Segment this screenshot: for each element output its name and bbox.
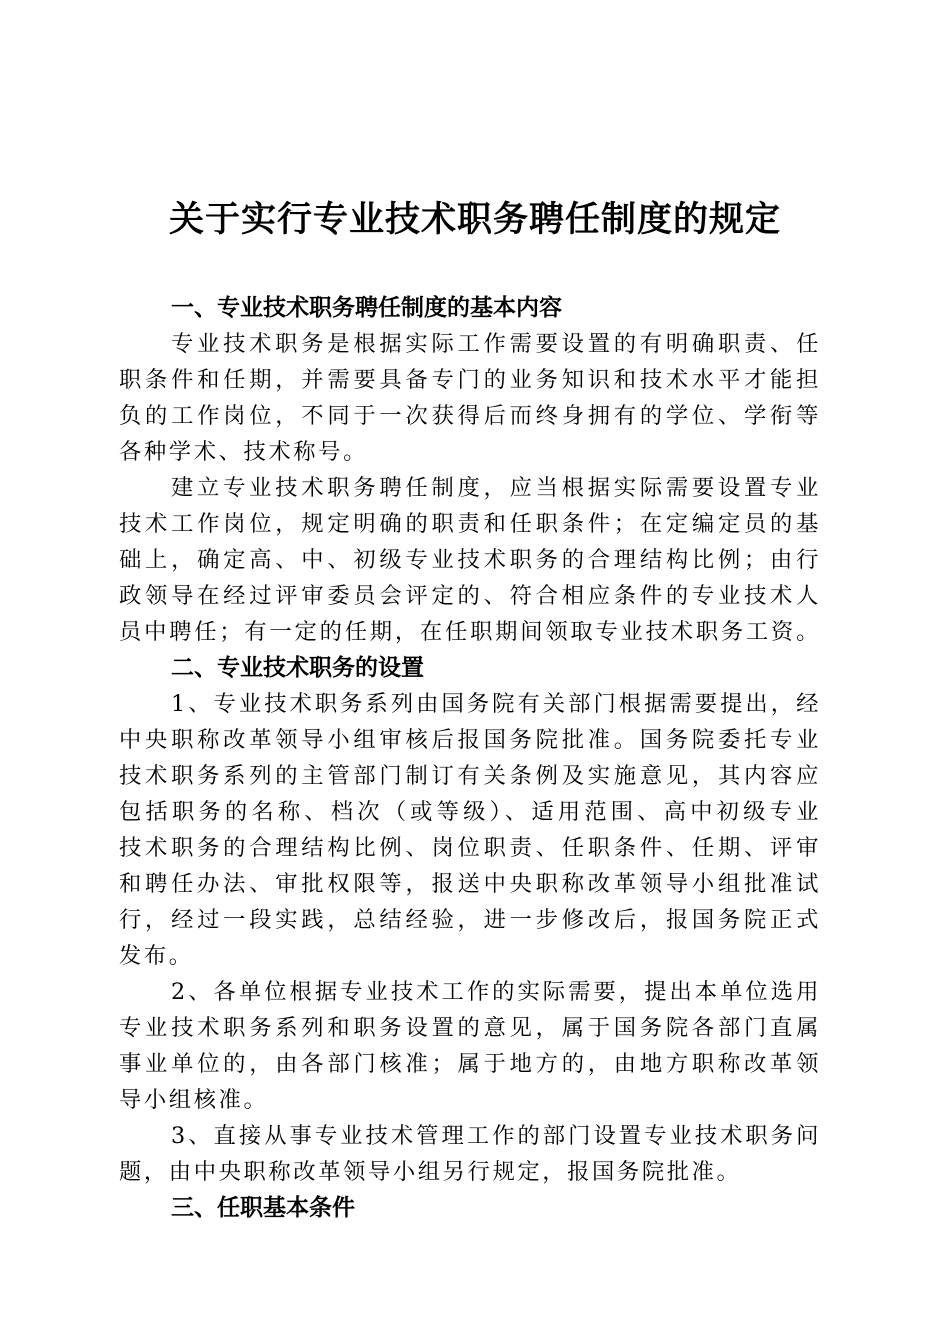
text-line: 1、专业技术职务系列由国务院有关部门根据需要提出，经 xyxy=(171,691,821,717)
text-line: 政领导在经过评审委员会评定的、符合相应条件的专业技术人 xyxy=(119,583,821,609)
text-line: 技术职务的合理结构比例、岗位职责、任职条件、任期、评审 xyxy=(119,835,821,861)
text-line: 职条件和任期，并需要具备专门的业务知识和技术水平才能担 xyxy=(119,367,821,393)
text-line: 2、各单位根据专业技术工作的实际需要，提出本单位选用 xyxy=(171,979,821,1005)
text-line: 技术工作岗位，规定明确的职责和任职条件；在定编定员的基 xyxy=(119,511,821,537)
text-line: 事业单位的，由各部门核准；属于地方的，由地方职称改革领 xyxy=(119,1051,821,1077)
text-line: 题，由中央职称改革领导小组另行规定，报国务院批准。 xyxy=(119,1159,742,1185)
document-title: 关于实行专业技术职务聘任制度的规定 xyxy=(168,199,781,240)
document-body xyxy=(119,290,821,1226)
paragraph xyxy=(119,326,821,470)
text-line: 础上，确定高、中、初级专业技术职务的合理结构比例；由行 xyxy=(119,547,821,573)
text-line: 行，经过一段实践，总结经验，进一步修改后，报国务院正式 xyxy=(119,907,821,933)
text-line: 导小组核准。 xyxy=(119,1087,269,1113)
section-heading: 一、专业技术职务聘任制度的基本内容 xyxy=(171,295,562,321)
text-line: 中央职称改革领导小组审核后报国务院批准。国务院委托专业 xyxy=(119,727,821,753)
text-line: 发布。 xyxy=(119,943,194,969)
paragraph xyxy=(119,1118,821,1190)
text-line: 技术职务系列的主管部门制订有关条例及实施意见，其内容应 xyxy=(119,763,821,789)
text-line: 各种学术、技术称号。 xyxy=(119,439,368,465)
paragraph xyxy=(119,470,821,650)
section-heading: 三、任职基本条件 xyxy=(171,1195,355,1221)
text-line: 专业技术职务系列和职务设置的意见，属于国务院各部门直属 xyxy=(119,1015,821,1041)
text-line: 和聘任办法、审批权限等，报送中央职称改革领导小组批准试 xyxy=(119,871,821,897)
text-line: 建立专业技术职务聘任制度，应当根据实际需要设置专业 xyxy=(171,475,821,501)
section-heading: 二、专业技术职务的设置 xyxy=(171,655,424,681)
text-line: 专业技术职务是根据实际工作需要设置的有明确职责、任 xyxy=(171,331,821,357)
text-line: 员中聘任；有一定的任期，在任职期间领取专业技术职务工资。 xyxy=(119,619,821,645)
paragraph xyxy=(119,686,821,974)
paragraph xyxy=(119,974,821,1118)
text-line: 3、直接从事专业技术管理工作的部门设置专业技术职务问 xyxy=(171,1123,821,1149)
text-line: 包括职务的名称、档次（或等级）、适用范围、高中初级专业 xyxy=(119,799,821,825)
text-line: 负的工作岗位，不同于一次获得后而终身拥有的学位、学衔等 xyxy=(119,403,821,429)
